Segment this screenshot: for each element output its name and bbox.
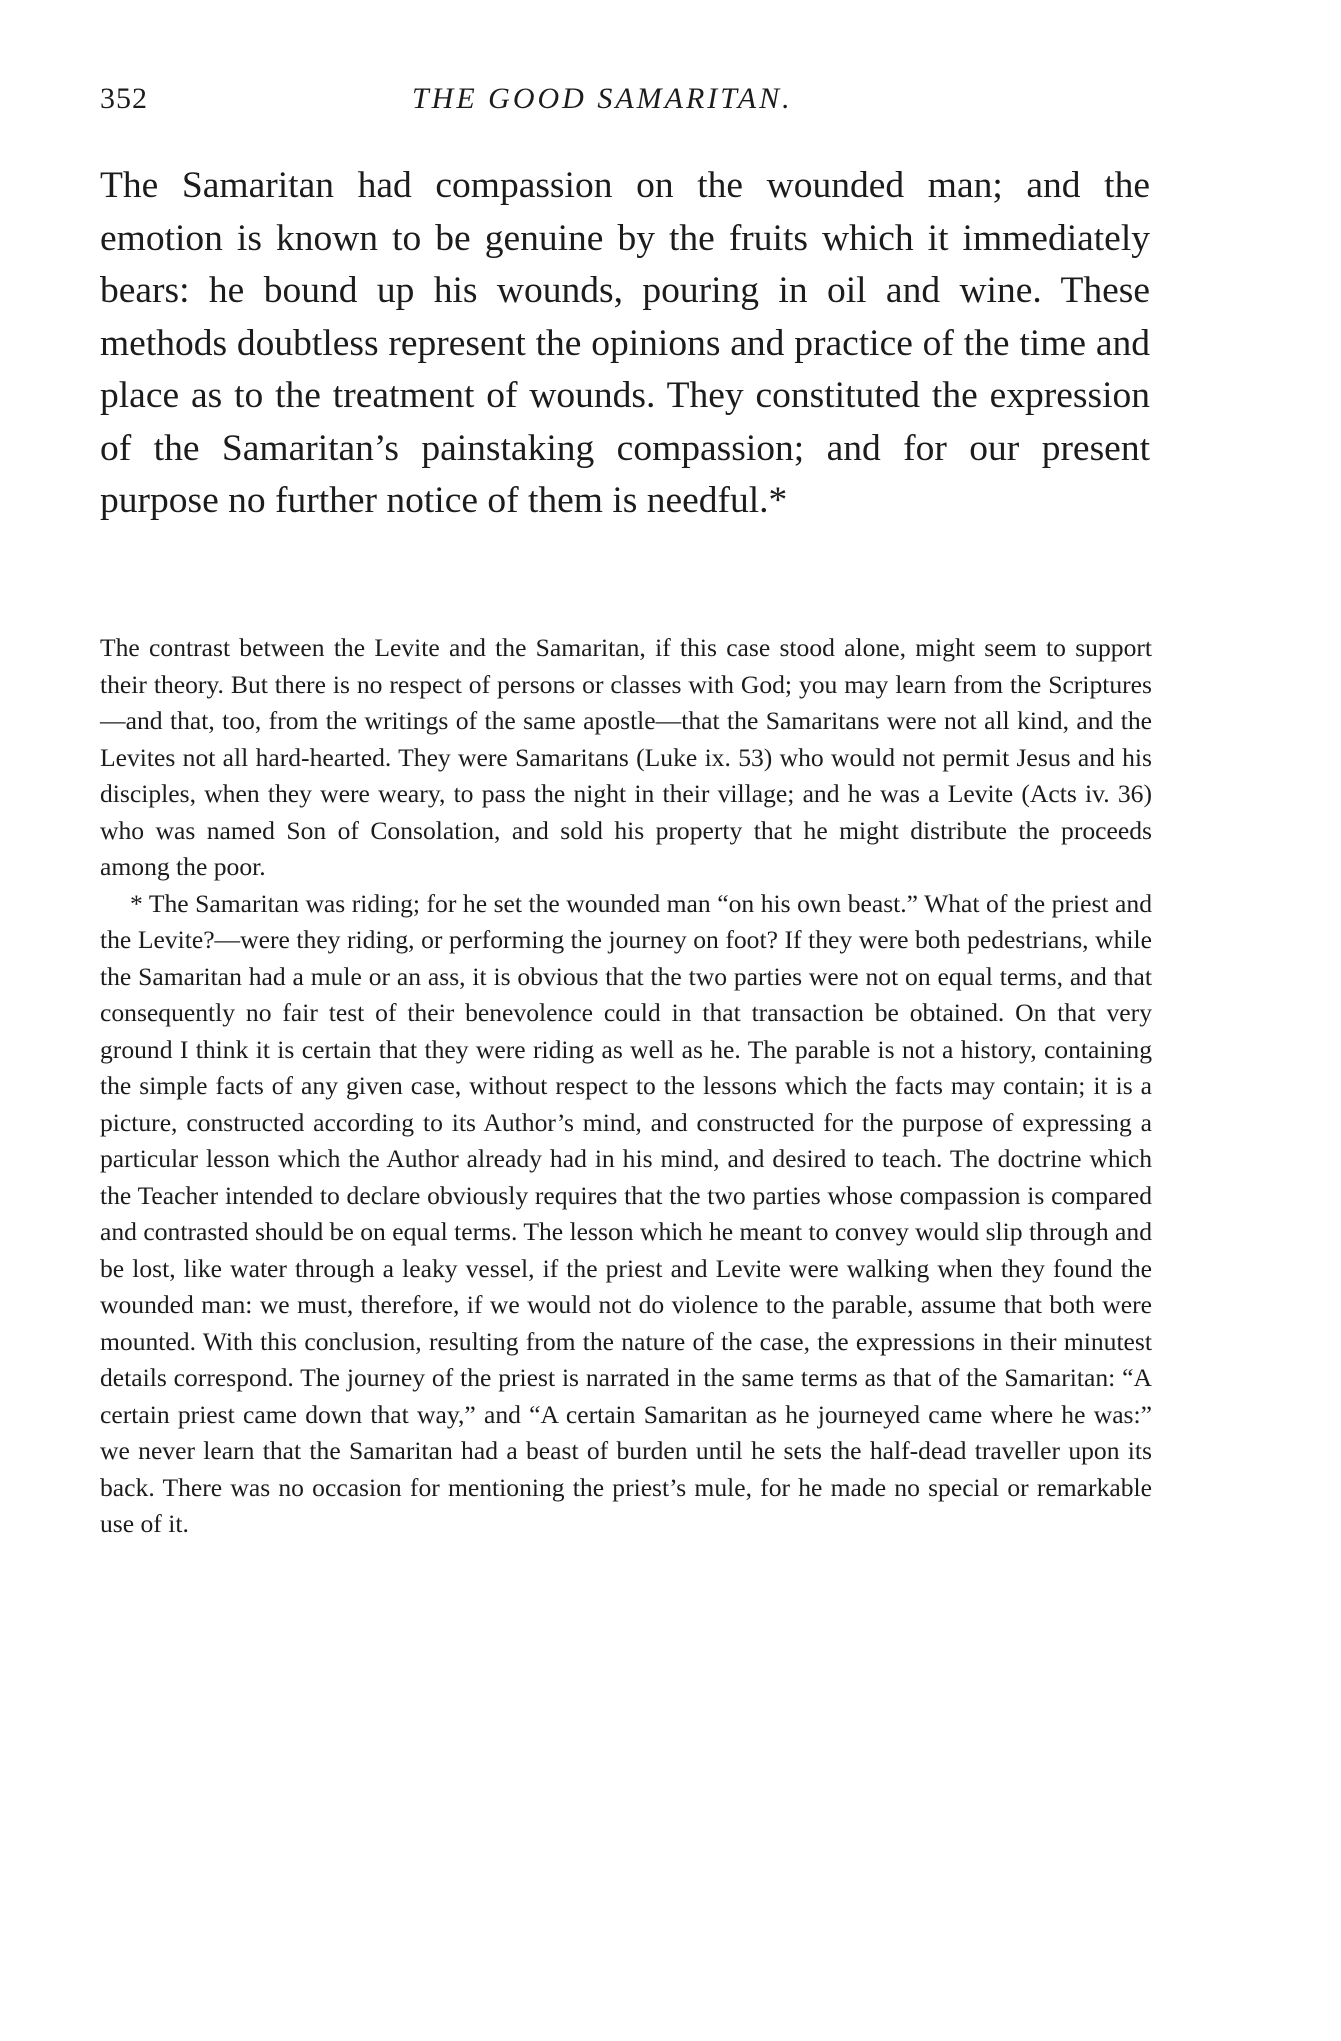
notes-section [100, 630, 1152, 1543]
main-text [100, 160, 1150, 528]
page-number: 352 [100, 82, 148, 115]
footnote: * The Samaritan was riding; for he set the wounded man “on his own beast.” What of the priest and the Levite?—were they riding, or performing the journey on foot? If they were both pedestrians, while the Samaritan had a mule or an ass, it is obvious that the two parties were not on equal terms, and that consequently no fair test of their benevolence could in that transaction be obtained. On that very ground I think it is certain that they were riding as well as he. The parable is not a history, containing the simple facts of any given case, without respect to the lessons which the facts may contain; it is a picture, constructed according to its Author’s mind, and constructed for the purpose of expressing a particular lesson which the Author already had in his mind, and desired to teach. The doctrine which the Teacher intended to declare obviously requires that the two parties whose compassion is compared and contrasted should be on equal terms. The lesson which he meant to convey would slip through and be lost, like water through a leaky vessel, if the priest and Levite were walking when they found the wounded man: we must, therefore, if we would not do violence to the parable, assume that both were mounted. With this conclusion, resulting from the nature of the case, the expressions in their minutest details correspond. The journey of the priest is narrated in the same terms as that of the Samaritan: “A certain priest came down that way,” and “A certain Samaritan as he journeyed came where he was:” we never learn that the Samaritan had a beast of burden until he sets the half-dead traveller upon its back. There was no occasion for mentioning the priest’s mule, for he made no special or remarkable use of it. [100, 888, 1152, 1538]
continued-note: The contrast between the Levite and the Samaritan, if this case stood alone, might seem to support their theory. But there is no respect of persons or classes with God; you may learn from the Scriptures—and that, too, from the writings of the same apostle—that the Samaritans were not all kind, and the Levites not all hard-hearted. They were Samaritans (Luke ix. 53) who would not permit Jesus and his disciples, when they were weary, to pass the night in their village; and he was a Levite (Acts iv. 36) who was named Son of Consolation, and sold his property that he might distribute the proceeds among the poor. [100, 633, 1152, 881]
running-head [100, 82, 1250, 122]
running-title: THE GOOD SAMARITAN. [412, 82, 793, 115]
body-paragraph: The Samaritan had compassion on the wounded man; and the emotion is known to be genuine by the fruits which it immediately bears: he bound up his wounds, pouring in oil and wine. These methods doubtless represent the opinions and practice of the time and place as to the treatment of wounds. They constituted the expression of the Samaritan’s painstaking compassion; and for our present purpose no further notice of them is needful.* [100, 165, 1150, 521]
